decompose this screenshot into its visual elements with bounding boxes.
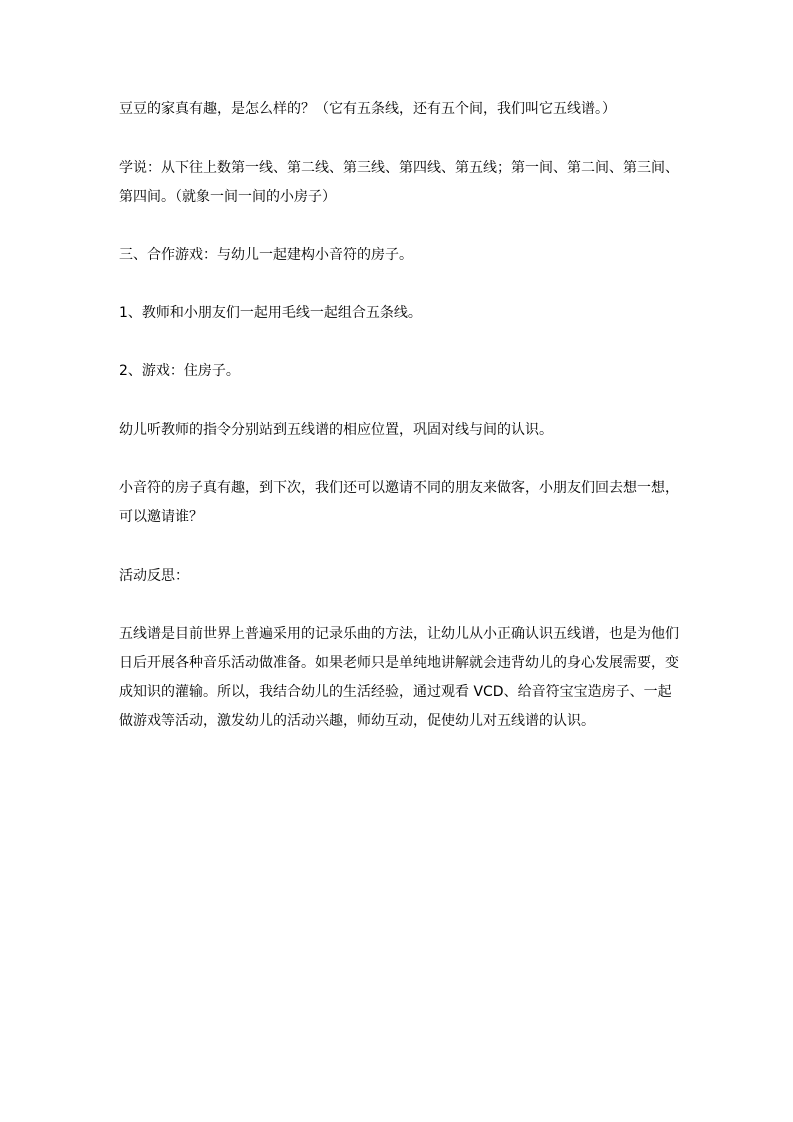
paragraph-line: 活动反思： [119,568,189,584]
section-heading-cooperative-game [119,241,679,270]
list-item-2 [119,357,679,386]
paragraph-line: 豆豆的家真有趣，是怎么样的？（它有五条线，还有五个间，我们叫它五线谱。） [119,101,616,117]
paragraph-line: 2、游戏：住房子。 [119,363,240,379]
paragraph-line: 小音符的房子真有趣，到下次，我们还可以邀请不同的朋友来做客，小朋友们回去想一想， [119,480,679,496]
paragraph-line: 五线谱是目前世界上普遍采用的记录乐曲的方法，让幼儿从小正确认识五线谱，也是为他们 [119,626,679,642]
paragraph-staff-intro [119,95,679,124]
paragraph-line: 可以邀请谁？ [119,509,203,525]
paragraph-line: 幼儿听教师的指令分别站到五线谱的相应位置，巩固对线与间的认识。 [119,422,553,438]
paragraph-line: 第四间。（就象一间一间的小房子） [119,189,336,205]
paragraph-line: 1、教师和小朋友们一起用毛线一起组合五条线。 [119,305,422,321]
paragraph-line: 三、合作游戏：与幼儿一起建构小音符的房子。 [119,247,413,263]
paragraph-line: 做游戏等活动，激发幼儿的活动兴趣，师幼互动，促使幼儿对五线谱的认识。 [119,713,595,729]
paragraph-next-time [119,474,679,532]
paragraph-line: 学说：从下往上数第一线、第二线、第三线、第四线、第五线；第一间、第二间、第三间、 [119,160,679,176]
paragraph-children-positions [119,416,679,445]
paragraph-counting-lines [119,154,679,212]
paragraph-reflection-body [119,620,679,736]
list-item-1 [119,299,679,328]
paragraph-line: 成知识的灌输。所以，我结合幼儿的生活经验，通过观看 VCD、给音符宝宝造房子、一起 [119,684,672,700]
section-heading-reflection [119,562,679,591]
paragraph-line: 日后开展各种音乐活动做准备。如果老师只是单纯地讲解就会违背幼儿的身心发展需要，变 [119,655,679,671]
